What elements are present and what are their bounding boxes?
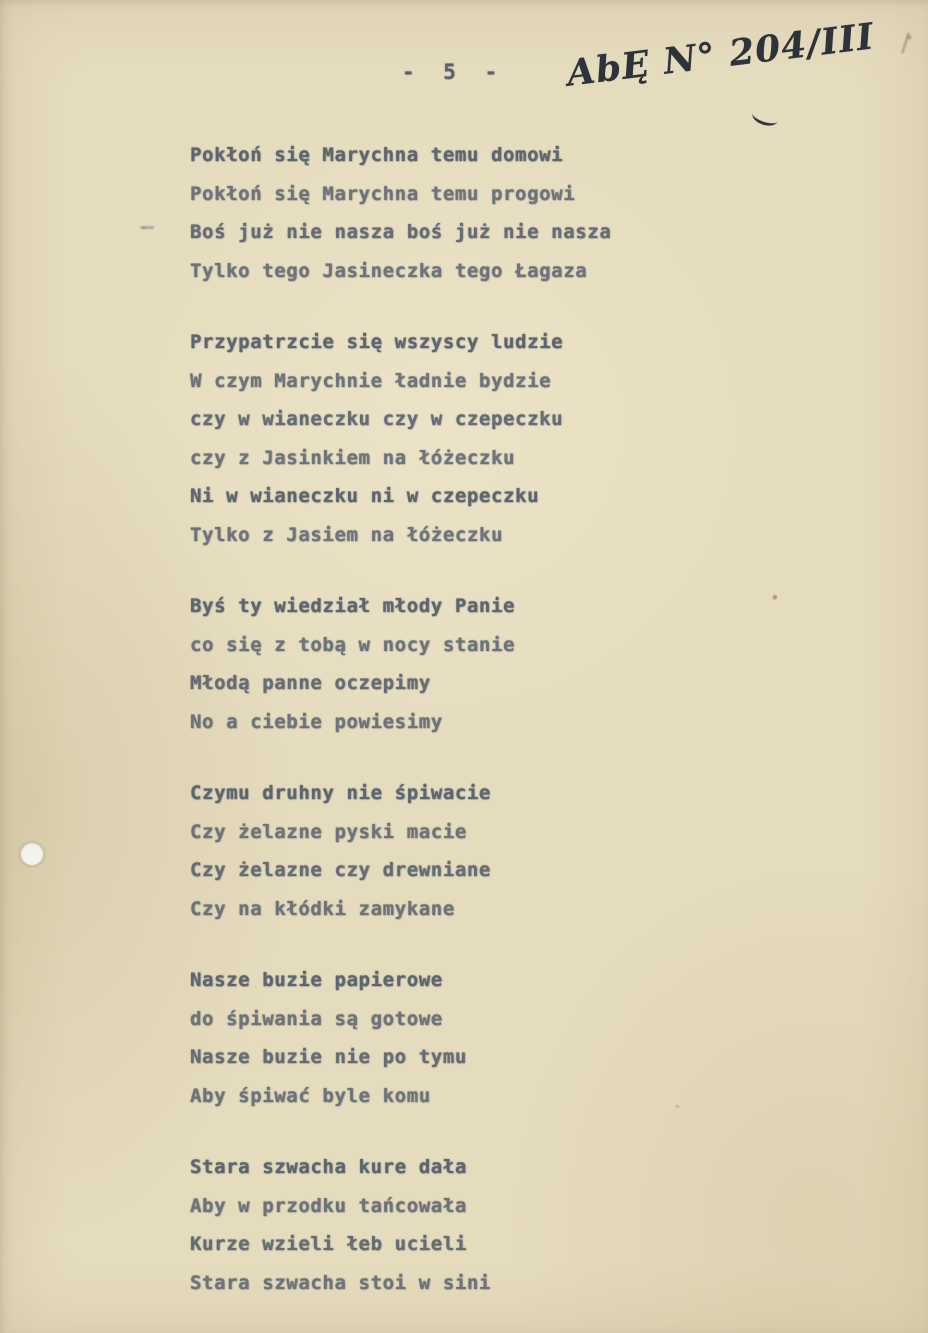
stanza (190, 136, 611, 290)
poem-line: Czy żelazne pyski macie (190, 820, 467, 843)
poem-line: Tylko tego Jasineczka tego Łagaza (190, 259, 588, 282)
poem-line: Byś ty wiedział młody Panie (190, 595, 516, 617)
poem-line: W czym Marychnie ładnie bydzie (190, 369, 552, 392)
poem-line: Stara szwacha kure dała (190, 1156, 467, 1178)
edge-pen-mark (901, 32, 911, 54)
poem-line: Stara szwacha stoi w sini (190, 1271, 491, 1294)
poem-line: co się z tobą w nocy stanie (190, 633, 516, 656)
poem-line: Czy na kłódki zamykane (190, 897, 455, 920)
poem-line: Pokłoń się Marychna temu domowi (190, 144, 564, 166)
poem-line: No a ciebie powiesimy (190, 710, 443, 733)
poem-line: czy z Jasinkiem na łóżeczku (190, 446, 516, 469)
stanza (190, 774, 611, 928)
handwritten-annotation: AbĘ N° 204/III (564, 15, 877, 95)
page-number: - 5 - (402, 60, 506, 84)
punch-hole (21, 843, 43, 865)
stanza (190, 961, 611, 1115)
poem-line: Tylko z Jasiem na łóżeczku (190, 523, 504, 546)
poem-line: Ni w wianeczku ni w czepeczku (190, 485, 540, 507)
poem-line: Nasze buzie nie po tymu (190, 1046, 467, 1068)
poem (190, 136, 611, 1333)
stanza (190, 1148, 611, 1302)
poem-line: Kurze wzieli łeb ucieli (190, 1233, 467, 1255)
poem-line: Pokłoń się Marychna temu progowi (190, 182, 576, 205)
poem-line: Aby w przodku tańcowała (190, 1194, 467, 1217)
poem-line: Przypatrzcie się wszyscy ludzie (190, 331, 564, 353)
paper-smudge (140, 226, 154, 229)
poem-line: Czymu druhny nie śpiwacie (190, 782, 491, 804)
handwritten-flourish (750, 106, 779, 128)
poem-line: Aby śpiwać byle komu (190, 1084, 431, 1107)
stanza (190, 323, 611, 554)
poem-line: Nasze buzie papierowe (190, 969, 443, 991)
poem-line: czy w wianeczku czy w czepeczku (190, 408, 564, 430)
poem-line: Boś już nie nasza boś już nie nasza (190, 221, 612, 243)
poem-line: Czy żelazne czy drewniane (190, 859, 491, 881)
stanza (190, 587, 611, 741)
poem-line: do śpiwania są gotowe (190, 1007, 443, 1030)
poem-line: Młodą panne oczepimy (190, 672, 431, 694)
